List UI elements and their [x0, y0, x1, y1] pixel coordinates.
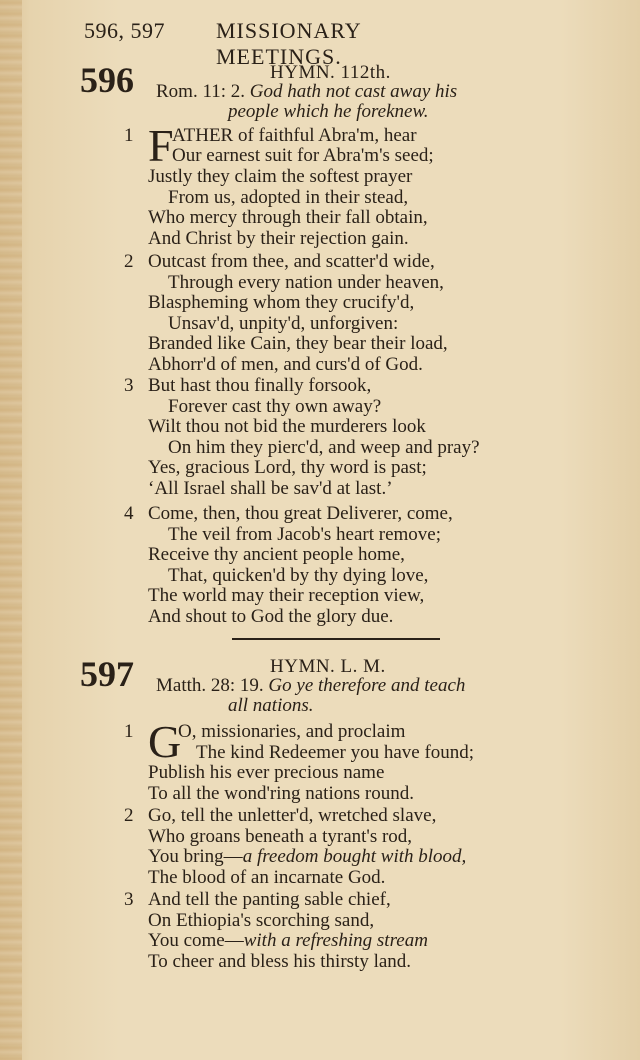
verse-line: Abhorr'd of men, and curs'd of God. [148, 354, 423, 375]
page-edge [0, 0, 22, 1060]
verse-line: Our earnest suit for Abra'm's seed; [172, 145, 434, 166]
verse-line: And tell the panting sable chief, [148, 889, 391, 910]
verse-line: Yes, gracious Lord, thy word is past; [148, 457, 427, 478]
drop-cap: F [148, 120, 174, 171]
verse-line [148, 931, 428, 952]
verse-line: To cheer and bless his thirsty land. [148, 951, 412, 972]
verse-line: Through every nation under heaven, [168, 272, 444, 293]
verse-line: That, quicken'd by thy dying love, [168, 565, 429, 586]
reference-quote-cont: people which he foreknew. [228, 101, 429, 122]
verse-line: But hast thou finally forsook, [148, 375, 372, 396]
stanza-number: 1 [124, 721, 134, 742]
verse-line: Come, then, thou great Deliverer, come, [148, 503, 453, 524]
verse-line: The world may their reception view, [148, 585, 425, 606]
verse-line: The blood of an incarnate God. [148, 867, 386, 888]
hymn-number: 597 [80, 654, 134, 694]
hymn-divider [232, 638, 440, 640]
verse-line [148, 847, 466, 868]
verse-line: Unsav'd, unpity'd, unforgiven: [168, 313, 399, 334]
drop-cap: G [148, 716, 182, 767]
verse-line: Justly they claim the softest prayer [148, 166, 413, 187]
stanza-number: 4 [124, 503, 134, 524]
verse-line: ATHER of faithful Abra'm, hear [172, 125, 417, 146]
stanza-number: 2 [124, 251, 134, 272]
verse-line: From us, adopted in their stead, [168, 187, 409, 208]
verse-line: On Ethiopia's scorching sand, [148, 910, 375, 931]
verse-line: O, missionaries, and proclaim [178, 721, 406, 742]
reference-quote: Go ye therefore and teach [268, 675, 466, 696]
verse-line-italic: a freedom bought with blood, [242, 846, 467, 867]
verse-line: Forever cast thy own away? [168, 396, 382, 417]
verse-line: The kind Redeemer you have found; [196, 742, 475, 763]
stanza-number: 2 [124, 805, 134, 826]
verse-line: Receive thy ancient people home, [148, 544, 405, 565]
reference-cite: Matth. 28: 19. [156, 675, 269, 696]
verse-line: ‘All Israel shall be sav'd at last.’ [148, 478, 393, 499]
verse-line: And shout to God the glory due. [148, 606, 394, 627]
hymn-meter: HYMN. L. M. [270, 656, 386, 677]
scripture-reference [156, 82, 556, 122]
hymn-number: 596 [80, 60, 134, 100]
verse-line: Go, tell the unletter'd, wretched slave, [148, 805, 437, 826]
hymn-meter: HYMN. 112th. [270, 62, 391, 83]
verse-line: Publish his ever precious name [148, 762, 385, 783]
verse-line-italic: with a refreshing stream [243, 930, 428, 951]
verse-line: The veil from Jacob's heart remove; [168, 524, 442, 545]
verse-line: On him they pierc'd, and weep and pray? [168, 437, 480, 458]
scripture-reference [156, 676, 556, 716]
stanza-number: 3 [124, 375, 134, 396]
reference-quote-cont: all nations. [228, 695, 314, 716]
reference-cite: Rom. 11: 2. [156, 81, 250, 102]
verse-line: Who groans beneath a tyrant's rod, [148, 826, 413, 847]
verse-line-text: You bring— [148, 846, 243, 867]
stanza-number: 3 [124, 889, 134, 910]
running-title: MISSIONARY MEETINGS. [216, 18, 361, 69]
verse-line: Blaspheming whom they crucify'd, [148, 292, 415, 313]
verse-line: Wilt thou not bid the murderers look [148, 416, 426, 437]
verse-line: Who mercy through their fall obtain, [148, 207, 428, 228]
verse-line: To all the wond'ring nations round. [148, 783, 414, 804]
verse-line: Outcast from thee, and scatter'd wide, [148, 251, 435, 272]
verse-line-text: You come— [148, 930, 244, 951]
reference-quote: God hath not cast away his [249, 81, 458, 102]
page-numbers: 596, 597 [84, 18, 165, 43]
verse-line: Branded like Cain, they bear their load, [148, 333, 448, 354]
verse-line: And Christ by their rejection gain. [148, 228, 409, 249]
stanza-number: 1 [124, 125, 134, 146]
